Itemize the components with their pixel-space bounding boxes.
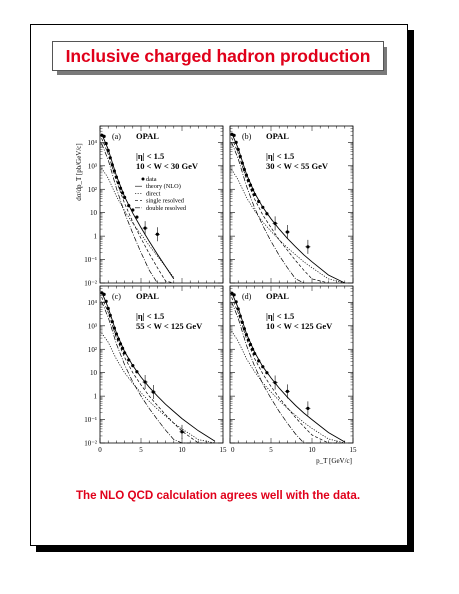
data-point: [113, 169, 116, 172]
data-point: [144, 380, 147, 383]
w-range-label: 10 < W < 30 GeV: [136, 161, 199, 171]
data-point: [115, 332, 118, 335]
panel-label: (b): [242, 132, 252, 141]
data-point: [115, 176, 118, 179]
data-point: [286, 390, 289, 393]
y-tick-label: 10²: [87, 345, 97, 354]
data-point: [156, 233, 159, 236]
plot-frame: [100, 286, 223, 443]
data-point: [111, 163, 114, 166]
chart-panel-3: [84, 286, 227, 454]
data-point: [117, 338, 120, 341]
legend-label: theory (NLO): [146, 183, 181, 191]
plot-frame: [230, 286, 353, 443]
data-point: [243, 327, 246, 330]
data-point: [243, 168, 246, 171]
w-range-label: 30 < W < 55 GeV: [266, 161, 329, 171]
data-point: [237, 148, 240, 151]
plot-frame: [230, 126, 353, 283]
data-point: [233, 293, 236, 296]
data-point: [306, 245, 309, 248]
experiment-label: OPAL: [266, 131, 289, 141]
data-point: [241, 162, 244, 165]
data-point: [107, 149, 110, 152]
slide-title: Inclusive charged hadron production: [65, 45, 371, 66]
x-axis-title: p_T [GeV/c]: [316, 457, 352, 465]
data-point: [253, 352, 256, 355]
w-range-label: 55 < W < 125 GeV: [136, 321, 203, 331]
slide-conclusion: The NLO QCD calculation agrees well with the data.: [75, 489, 361, 502]
data-point: [135, 370, 138, 373]
data-point: [105, 300, 108, 303]
data-point: [274, 381, 277, 384]
data-point: [257, 200, 260, 203]
eta-cut-label: |η| < 1.5: [266, 311, 295, 321]
legend-label: direct: [146, 190, 161, 198]
data-point: [121, 191, 124, 194]
data-point: [306, 407, 309, 410]
data-point: [119, 342, 122, 345]
data-point: [274, 222, 277, 225]
legend-label: data: [146, 176, 157, 183]
x-tick-label: 0: [231, 446, 235, 454]
panel-label: (c): [112, 292, 121, 301]
data-point: [103, 135, 106, 138]
data-point: [131, 364, 134, 367]
data-point: [245, 174, 248, 177]
y-tick-label: 10²: [87, 185, 97, 194]
data-point: [286, 230, 289, 233]
experiment-label: OPAL: [136, 131, 159, 141]
x-tick-label: 0: [98, 446, 102, 454]
panel-label: (a): [112, 132, 121, 141]
data-point: [257, 359, 260, 362]
eta-cut-label: |η| < 1.5: [136, 151, 165, 161]
x-tick-label: 10: [308, 446, 316, 454]
experiment-label: OPAL: [266, 291, 289, 301]
data-point: [103, 293, 106, 296]
y-tick-label: 10⁴: [87, 298, 97, 307]
data-point: [261, 206, 264, 209]
data-point: [251, 348, 254, 351]
y-tick-label: 10⁴: [87, 138, 97, 147]
data-point: [144, 227, 147, 230]
y-tick-label: 10⁻¹: [84, 416, 97, 425]
data-point: [239, 314, 242, 317]
y-tick-label: 10⁻²: [84, 279, 97, 288]
eta-cut-label: |η| < 1.5: [136, 311, 165, 321]
legend-label: double resolved: [146, 204, 187, 212]
data-point: [239, 155, 242, 158]
y-tick-label: 10⁻¹: [84, 256, 97, 265]
data-point: [237, 307, 240, 310]
y-tick-label: 1: [93, 232, 97, 241]
data-point: [235, 141, 238, 144]
data-point: [127, 204, 130, 207]
data-point: [123, 351, 126, 354]
data-point: [111, 320, 114, 323]
x-tick-label: 5: [269, 446, 273, 454]
data-point: [265, 212, 268, 215]
data-point: [113, 326, 116, 329]
x-tick-label: 15: [219, 446, 227, 454]
data-point: [247, 179, 250, 182]
data-point: [121, 347, 124, 350]
data-point: [119, 187, 122, 190]
x-tick-label: 5: [139, 446, 143, 454]
x-tick-label: 15: [349, 446, 357, 454]
w-range-label: 10 < W < 125 GeV: [266, 321, 333, 331]
y-tick-label: 10: [90, 209, 97, 218]
data-point: [245, 333, 248, 336]
data-point: [109, 314, 112, 317]
chart-panel-1: [84, 126, 223, 288]
data-point: [107, 307, 110, 310]
data-point: [251, 188, 254, 191]
curve-direct: [232, 169, 345, 283]
data-point: [109, 156, 112, 159]
legend-symbol-data: [142, 178, 145, 181]
y-tick-label: 10: [90, 369, 97, 378]
chart-panel-2: [230, 126, 353, 283]
data-point: [180, 430, 183, 433]
data-point: [105, 142, 108, 145]
data-point: [247, 338, 250, 341]
data-point: [123, 196, 126, 199]
data-point: [235, 300, 238, 303]
y-tick-label: 10³: [87, 322, 97, 331]
data-point: [249, 343, 252, 346]
y-axis-title: dσ/dp_T [pb/GeV/c]: [75, 143, 83, 201]
y-tick-label: 10⁻²: [84, 439, 97, 448]
data-point: [127, 358, 130, 361]
legend-label: single resolved: [146, 197, 184, 205]
y-tick-label: 10³: [87, 162, 97, 171]
data-point: [241, 321, 244, 324]
chart-panel-4: [230, 286, 357, 454]
eta-cut-label: |η| < 1.5: [266, 151, 295, 161]
x-tick-label: 10: [178, 446, 186, 454]
data-point: [117, 181, 120, 184]
experiment-label: OPAL: [136, 291, 159, 301]
data-point: [261, 365, 264, 368]
data-point: [249, 184, 252, 187]
y-tick-label: 1: [93, 392, 97, 401]
curve-direct: [102, 333, 215, 443]
data-point: [233, 134, 236, 137]
panel-label: (d): [242, 292, 252, 301]
data-point: [152, 390, 155, 393]
data-point: [265, 371, 268, 374]
data-point: [131, 208, 134, 211]
curve-direct: [232, 331, 345, 443]
data-point: [135, 215, 138, 218]
data-point: [253, 193, 256, 196]
